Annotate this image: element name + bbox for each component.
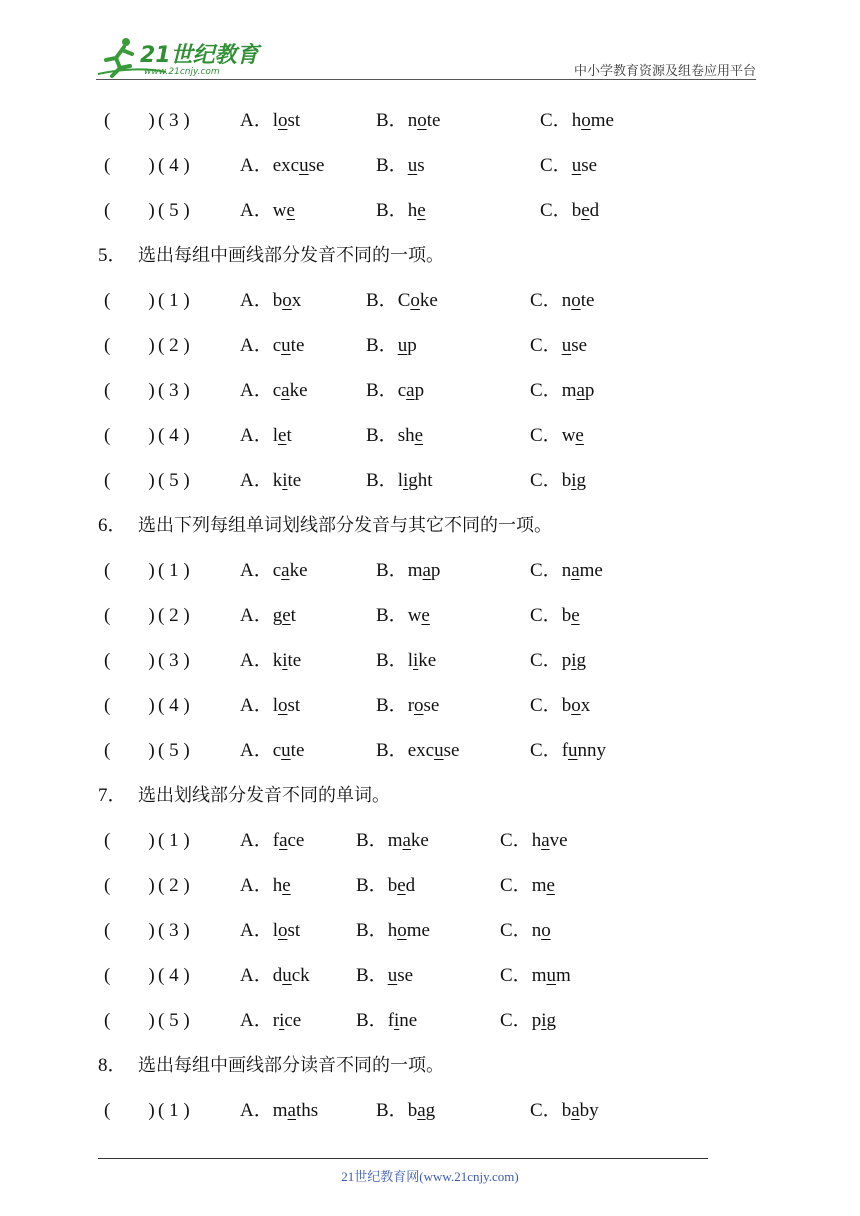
option-a: A．cute bbox=[240, 335, 305, 356]
exercise-content bbox=[98, 98, 758, 1133]
underlined-letter: o bbox=[541, 920, 551, 941]
option-c-word: we bbox=[561, 425, 584, 446]
item-number: ( 5 ) bbox=[158, 1010, 190, 1031]
option-a-word: let bbox=[272, 425, 292, 446]
option-c-word: big bbox=[561, 470, 586, 491]
footer-divider bbox=[98, 1158, 708, 1159]
underlined-letter: a bbox=[571, 1100, 580, 1121]
question-row bbox=[98, 863, 758, 908]
underlined-letter: a bbox=[281, 380, 290, 401]
option-b: B．home bbox=[356, 920, 430, 941]
underlined-letter: a bbox=[279, 830, 288, 851]
underlined-letter: i bbox=[394, 1010, 400, 1031]
option-c-word: funny bbox=[561, 740, 607, 761]
answer-blank[interactable]: ( ) bbox=[104, 1010, 155, 1031]
underlined-letter: i bbox=[571, 470, 577, 491]
underlined-letter: e bbox=[414, 425, 424, 446]
option-a: A．kite bbox=[240, 650, 302, 671]
underlined-letter: o bbox=[410, 290, 420, 311]
underlined-letter: u bbox=[571, 155, 582, 176]
answer-blank[interactable]: ( ) bbox=[104, 425, 155, 446]
option-c-word: have bbox=[531, 830, 568, 851]
answer-blank[interactable]: ( ) bbox=[104, 560, 155, 581]
answer-blank[interactable]: ( ) bbox=[104, 920, 155, 941]
underlined-letter: e bbox=[546, 875, 555, 896]
option-a: A．get bbox=[240, 605, 296, 626]
option-a-word: cake bbox=[272, 380, 308, 401]
question-row bbox=[98, 638, 758, 683]
underlined-letter: o bbox=[414, 695, 424, 716]
answer-blank[interactable]: ( ) bbox=[104, 200, 155, 221]
option-b: B．we bbox=[376, 605, 430, 626]
option-a-word: kite bbox=[272, 470, 302, 491]
option-a-word: get bbox=[272, 605, 296, 626]
option-a-word: lost bbox=[272, 920, 301, 941]
underlined-letter: a bbox=[281, 560, 290, 581]
option-b-word: use bbox=[387, 965, 414, 986]
underlined-letter: a bbox=[402, 830, 411, 851]
underlined-letter: i bbox=[282, 650, 288, 671]
option-a-word: lost bbox=[272, 695, 301, 716]
option-b-word: bag bbox=[407, 1100, 436, 1121]
question-row bbox=[98, 1088, 758, 1133]
underlined-letter: u bbox=[281, 740, 291, 761]
option-a-word: face bbox=[272, 830, 305, 851]
question-heading bbox=[98, 1043, 758, 1088]
option-b-word: we bbox=[407, 605, 430, 626]
option-b-word: up bbox=[397, 335, 417, 356]
item-number: ( 5 ) bbox=[158, 470, 190, 491]
item-number: ( 1 ) bbox=[158, 1100, 190, 1121]
option-c-word: home bbox=[571, 110, 614, 131]
question-heading bbox=[98, 233, 758, 278]
page-header bbox=[0, 0, 860, 84]
question-row bbox=[98, 368, 758, 413]
option-c-word: me bbox=[531, 875, 555, 896]
option-b-word: fine bbox=[387, 1010, 418, 1031]
underlined-letter: o bbox=[282, 290, 292, 311]
underlined-letter: e bbox=[286, 200, 295, 221]
option-b: B．map bbox=[376, 560, 441, 581]
option-b: B．note bbox=[376, 110, 441, 131]
question-row bbox=[98, 908, 758, 953]
option-a: A．excuse bbox=[240, 155, 325, 176]
question-heading bbox=[98, 503, 758, 548]
option-c-word: box bbox=[561, 695, 591, 716]
option-b-word: map bbox=[407, 560, 441, 581]
option-b: B．bag bbox=[376, 1100, 436, 1121]
item-number: ( 3 ) bbox=[158, 110, 190, 131]
question-title: 选出划线部分发音不同的单词。 bbox=[138, 785, 390, 806]
option-a-word: rice bbox=[272, 1010, 302, 1031]
option-a: A．he bbox=[240, 875, 291, 896]
question-number: 5． bbox=[98, 245, 127, 266]
underlined-letter: e bbox=[581, 200, 590, 221]
option-b: B．he bbox=[376, 200, 426, 221]
item-number: ( 4 ) bbox=[158, 695, 190, 716]
option-b: B．like bbox=[376, 650, 437, 671]
option-c: C．map bbox=[530, 380, 595, 401]
option-c-word: baby bbox=[561, 1100, 599, 1121]
question-row bbox=[98, 593, 758, 638]
option-a: A．cute bbox=[240, 740, 305, 761]
option-b-word: cap bbox=[397, 380, 425, 401]
answer-blank[interactable]: ( ) bbox=[104, 605, 155, 626]
option-a: A．face bbox=[240, 830, 305, 851]
option-a: A．kite bbox=[240, 470, 302, 491]
underlined-letter: u bbox=[387, 965, 398, 986]
option-a: A．lost bbox=[240, 110, 301, 131]
option-c: C．be bbox=[530, 605, 580, 626]
footer-text: 21世纪教育网(www.21cnjy.com) bbox=[341, 1169, 519, 1184]
underlined-letter: a bbox=[287, 1100, 296, 1121]
underlined-letter: u bbox=[561, 335, 572, 356]
option-c-word: mum bbox=[531, 965, 571, 986]
item-number: ( 2 ) bbox=[158, 605, 190, 626]
option-c-word: note bbox=[561, 290, 595, 311]
option-c: C．we bbox=[530, 425, 584, 446]
option-c: C．pig bbox=[530, 650, 586, 671]
underlined-letter: u bbox=[546, 965, 556, 986]
option-a-word: maths bbox=[272, 1100, 319, 1121]
option-a-word: excuse bbox=[272, 155, 325, 176]
svg-text:21世纪教育: 21世纪教育 bbox=[140, 43, 259, 68]
underlined-letter: a bbox=[571, 560, 580, 581]
underlined-letter: o bbox=[571, 695, 581, 716]
answer-blank[interactable]: ( ) bbox=[104, 335, 155, 356]
question-row bbox=[98, 413, 758, 458]
option-b-word: like bbox=[407, 650, 437, 671]
option-c-word: use bbox=[561, 335, 588, 356]
option-b-word: make bbox=[387, 830, 429, 851]
option-a-word: cake bbox=[272, 560, 308, 581]
question-row bbox=[98, 728, 758, 773]
answer-blank[interactable]: ( ) bbox=[104, 695, 155, 716]
underlined-letter: o bbox=[581, 110, 591, 131]
option-a-word: lost bbox=[272, 110, 301, 131]
question-number: 6． bbox=[98, 515, 127, 536]
answer-blank[interactable]: ( ) bbox=[104, 110, 155, 131]
underlined-letter: i bbox=[412, 650, 419, 671]
item-number: ( 4 ) bbox=[158, 155, 190, 176]
header-platform-text: 中小学教育资源及组卷应用平台 bbox=[573, 64, 756, 79]
option-c-word: use bbox=[571, 155, 598, 176]
option-c-word: name bbox=[561, 560, 603, 581]
underlined-letter: i bbox=[571, 650, 577, 671]
option-b-word: excuse bbox=[407, 740, 460, 761]
option-b: B．cap bbox=[366, 380, 425, 401]
underlined-letter: u bbox=[434, 740, 444, 761]
item-number: ( 3 ) bbox=[158, 650, 190, 671]
underlined-letter: e bbox=[571, 605, 580, 626]
answer-blank[interactable]: ( ) bbox=[104, 830, 155, 851]
option-c: C．box bbox=[530, 695, 591, 716]
question-heading bbox=[98, 773, 758, 818]
answer-blank[interactable]: ( ) bbox=[104, 470, 155, 491]
option-b: B．make bbox=[356, 830, 429, 851]
item-number: ( 4 ) bbox=[158, 425, 190, 446]
item-number: ( 1 ) bbox=[158, 830, 190, 851]
question-row bbox=[98, 143, 758, 188]
option-c: C．mum bbox=[500, 965, 571, 986]
question-title: 选出每组中画线部分读音不同的一项。 bbox=[138, 1055, 444, 1076]
underlined-letter: e bbox=[282, 605, 291, 626]
question-title: 选出下列每组单词划线部分发音与其它不同的一项。 bbox=[138, 515, 552, 536]
underlined-letter: a bbox=[541, 830, 550, 851]
option-c: C．use bbox=[540, 155, 598, 176]
option-b: B．she bbox=[366, 425, 424, 446]
option-c: C．pig bbox=[500, 1010, 556, 1031]
answer-blank[interactable]: ( ) bbox=[104, 290, 155, 311]
option-b: B．use bbox=[356, 965, 414, 986]
underlined-letter: e bbox=[282, 875, 291, 896]
option-a-word: we bbox=[272, 200, 295, 221]
underlined-letter: a bbox=[576, 380, 585, 401]
answer-blank[interactable]: ( ) bbox=[104, 1100, 155, 1121]
underlined-letter: o bbox=[571, 290, 581, 311]
item-number: ( 2 ) bbox=[158, 875, 190, 896]
underlined-letter: u bbox=[299, 155, 309, 176]
option-a: A．lost bbox=[240, 695, 301, 716]
item-number: ( 3 ) bbox=[158, 380, 190, 401]
option-b: B．rose bbox=[376, 695, 440, 716]
option-c: C．bed bbox=[540, 200, 600, 221]
option-a: A．rice bbox=[240, 1010, 302, 1031]
underlined-letter: a bbox=[417, 1100, 426, 1121]
item-number: ( 1 ) bbox=[158, 290, 190, 311]
option-b: B．light bbox=[366, 470, 433, 491]
answer-blank[interactable]: ( ) bbox=[104, 650, 155, 671]
option-b-word: note bbox=[407, 110, 441, 131]
underlined-letter: e bbox=[417, 200, 426, 221]
option-b-word: she bbox=[397, 425, 424, 446]
option-b-word: rose bbox=[407, 695, 440, 716]
underlined-letter: i bbox=[402, 470, 409, 491]
option-c: C．no bbox=[500, 920, 551, 941]
question-row bbox=[98, 953, 758, 998]
option-b: B．excuse bbox=[376, 740, 460, 761]
option-a: A．duck bbox=[240, 965, 310, 986]
underlined-letter: u bbox=[568, 740, 578, 761]
option-a: A．cake bbox=[240, 380, 308, 401]
underlined-letter: a bbox=[406, 380, 415, 401]
question-number: 7． bbox=[98, 785, 127, 806]
underlined-letter: a bbox=[422, 560, 431, 581]
option-c: C．big bbox=[530, 470, 586, 491]
option-a-word: cute bbox=[272, 740, 305, 761]
item-number: ( 5 ) bbox=[158, 200, 190, 221]
question-row bbox=[98, 323, 758, 368]
option-c: C．home bbox=[540, 110, 614, 131]
underlined-letter: o bbox=[278, 695, 288, 716]
underlined-letter: i bbox=[279, 1010, 285, 1031]
option-a-word: duck bbox=[272, 965, 310, 986]
question-row bbox=[98, 458, 758, 503]
option-b: B．us bbox=[376, 155, 425, 176]
option-a: A．cake bbox=[240, 560, 308, 581]
option-c: C．name bbox=[530, 560, 603, 581]
option-a-word: box bbox=[272, 290, 302, 311]
question-row bbox=[98, 188, 758, 233]
option-a-word: kite bbox=[272, 650, 302, 671]
question-row bbox=[98, 548, 758, 593]
underlined-letter: o bbox=[417, 110, 427, 131]
item-number: ( 1 ) bbox=[158, 560, 190, 581]
option-b: B．Coke bbox=[366, 290, 438, 311]
answer-blank[interactable]: ( ) bbox=[104, 380, 155, 401]
question-row bbox=[98, 818, 758, 863]
question-row bbox=[98, 998, 758, 1043]
underlined-letter: e bbox=[421, 605, 430, 626]
question-number: 8． bbox=[98, 1055, 127, 1076]
option-c-word: bed bbox=[571, 200, 600, 221]
question-title: 选出每组中画线部分发音不同的一项。 bbox=[138, 245, 444, 266]
underlined-letter: o bbox=[278, 920, 288, 941]
option-b-word: light bbox=[397, 470, 433, 491]
item-number: ( 4 ) bbox=[158, 965, 190, 986]
underlined-letter: u bbox=[407, 155, 418, 176]
option-c: C．funny bbox=[530, 740, 607, 761]
option-a: A．lost bbox=[240, 920, 301, 941]
option-a: A．let bbox=[240, 425, 292, 446]
answer-blank[interactable]: ( ) bbox=[104, 155, 155, 176]
option-a: A．maths bbox=[240, 1100, 319, 1121]
item-number: ( 5 ) bbox=[158, 740, 190, 761]
option-b-word: Coke bbox=[397, 290, 438, 311]
option-a-word: cute bbox=[272, 335, 305, 356]
option-b: B．bed bbox=[356, 875, 416, 896]
underlined-letter: e bbox=[575, 425, 584, 446]
question-row bbox=[98, 278, 758, 323]
question-row bbox=[98, 98, 758, 143]
underlined-letter: i bbox=[282, 470, 288, 491]
underlined-letter: o bbox=[397, 920, 407, 941]
option-c: C．me bbox=[500, 875, 555, 896]
option-c: C．have bbox=[500, 830, 568, 851]
option-b: B．up bbox=[366, 335, 417, 356]
option-c-word: pig bbox=[531, 1010, 556, 1031]
option-a: A．we bbox=[240, 200, 295, 221]
header-divider bbox=[96, 79, 756, 80]
underlined-letter: e bbox=[278, 425, 287, 446]
option-b: B．fine bbox=[356, 1010, 418, 1031]
underlined-letter: i bbox=[541, 1010, 547, 1031]
option-c-word: no bbox=[531, 920, 551, 941]
answer-blank[interactable]: ( ) bbox=[104, 965, 155, 986]
option-c-word: be bbox=[561, 605, 580, 626]
item-number: ( 2 ) bbox=[158, 335, 190, 356]
option-c-word: pig bbox=[561, 650, 586, 671]
answer-blank[interactable]: ( ) bbox=[104, 740, 155, 761]
logo-21cnjy bbox=[96, 36, 266, 78]
svg-text:www.21cnjy.com: www.21cnjy.com bbox=[144, 67, 220, 77]
option-c: C．note bbox=[530, 290, 595, 311]
option-c: C．use bbox=[530, 335, 588, 356]
underlined-letter: o bbox=[278, 110, 288, 131]
answer-blank[interactable]: ( ) bbox=[104, 875, 155, 896]
option-c-word: map bbox=[561, 380, 595, 401]
option-c: C．baby bbox=[530, 1100, 599, 1121]
question-row bbox=[98, 683, 758, 728]
underlined-letter: e bbox=[397, 875, 406, 896]
option-b-word: bed bbox=[387, 875, 416, 896]
option-b-word: home bbox=[387, 920, 430, 941]
option-b-word: us bbox=[407, 155, 425, 176]
option-a-word: he bbox=[272, 875, 291, 896]
item-number: ( 3 ) bbox=[158, 920, 190, 941]
underlined-letter: u bbox=[281, 335, 291, 356]
option-a: A．box bbox=[240, 290, 302, 311]
option-b-word: he bbox=[407, 200, 426, 221]
underlined-letter: u bbox=[282, 965, 292, 986]
underlined-letter: u bbox=[397, 335, 408, 356]
